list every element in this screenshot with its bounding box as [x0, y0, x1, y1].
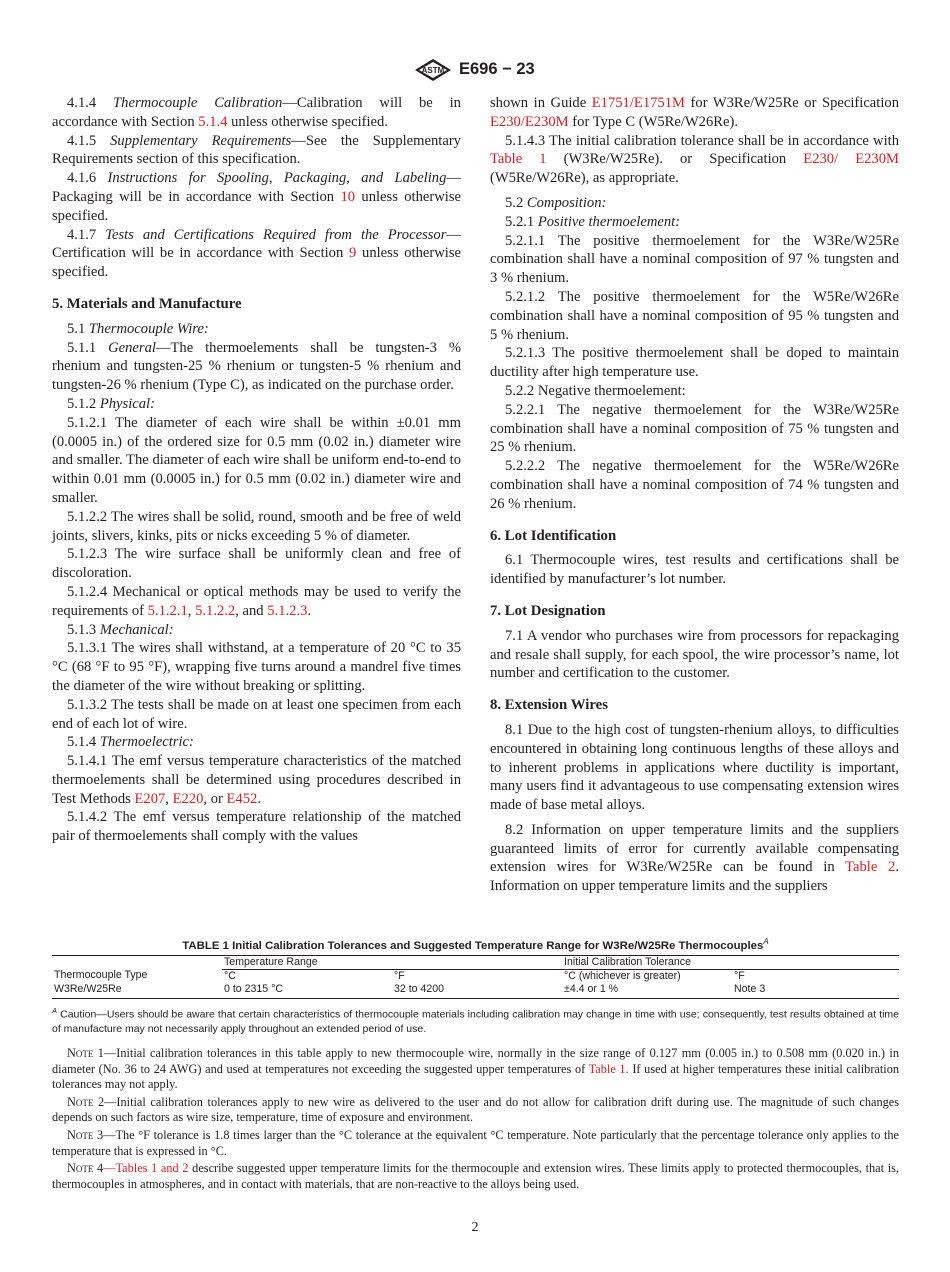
header-cell: °C [224, 969, 236, 982]
heading-section-7: 7. Lot Designation [490, 602, 606, 619]
section-8-2: 8.2 Information on upper temperature limits and the suppliers guaranteed limits of error for currently available compensating extension wires for W3Re/W25Re can be found in Table 2. Information on upper temperature limits and the suppliers [490, 821, 899, 895]
page-number: 2 [471, 1220, 479, 1235]
link-table-2[interactable]: Table 2 [845, 859, 896, 876]
section-5-1-2-1: 5.1.2.1 The diameter of each wire shall be within ±0.01 mm (0.0005 in.) of the ordered size for 0.5 mm (0.02 in.) diameter wire and smaller. The diameter of each wire shall be uniform end-to-end to within 0.01 mm (0.0005 in.) for 0.5 mm (0.02 in.) diameter wire and smaller. [52, 414, 461, 506]
section-5-2-1: 5.2.1 Positive thermoelement: [505, 213, 681, 230]
section-5-1-2-2: 5.1.2.2 The wires shall be solid, round, smooth and be free of weld joints, slivers, kinks, pits or nicks exceeding 5 % of diameter. [52, 508, 461, 544]
section-5-1-3-2: 5.1.3.2 The tests shall be made on at least one specimen from each end of each lot of wire. [52, 696, 461, 732]
section-4-1-4: 4.1.4 Thermocouple Calibration—Calibration will be in accordance with Section 5.1.4 unless otherwise specified. [52, 95, 461, 130]
section-5-2-1-3: 5.2.1.3 The positive thermoelement shall be doped to maintain ductility after high temperature use. [490, 345, 899, 381]
link-table-1[interactable]: Table 1 [490, 151, 547, 168]
link-5-1-2-2[interactable]: 5.1.2.2 [195, 602, 236, 619]
page-header [0, 58, 950, 82]
section-6-1: 6.1 Thermocouple wires, test results and certifications shall be identified by manufacturer’s lot number. [490, 552, 899, 588]
section-5-1-4: 5.1.4 Thermoelectric: [67, 734, 194, 751]
section-5-2-1-1: 5.2.1.1 The positive thermoelement for the W3Re/W25Re combination shall have a nominal composition of 97 % tungsten and 3 % rhenium. [490, 232, 899, 287]
link-e207[interactable]: E207 [134, 790, 166, 807]
link-5-1-4[interactable]: 5.1.4 [198, 113, 228, 130]
table-1 [52, 934, 899, 1037]
section-5-1-4-2: 5.1.4.2 The emf versus temperature relationship of the matched pair of thermoelements shall comply with the values [52, 809, 461, 845]
table-group-header-row [52, 955, 899, 969]
section-5-1-2-4: 5.1.2.4 Mechanical or optical methods may be used to verify the requirements of 5.1.2.1, 5.1.2.2, and 5.1.2.3. [52, 583, 461, 619]
table-notes [52, 1046, 899, 1194]
section-5-2-2: 5.2.2 Negative thermoelement: [505, 382, 686, 399]
heading-section-6: 6. Lot Identification [490, 527, 617, 544]
heading-section-5: 5. Materials and Manufacture [52, 295, 242, 312]
table-cell: 32 to 4200 [392, 983, 562, 999]
table-cell: ±4.4 or 1 % [562, 983, 732, 999]
note-2: Note 2—Initial calibration tolerances apply to new wire as delivered to the user and do not allow for calibration drift during use. The magnitude of such changes depends on such factors as wire size, temperature, time of exposure and environment. [52, 1094, 899, 1125]
header-cell: °F [734, 969, 745, 982]
note-3: Note 3—The °F tolerance is 1.8 times larger than the °C tolerance at the equivalent °C temperature. Note particularly that the percentage tolerance only applies to the temperature that is expressed in °C. [52, 1127, 899, 1158]
section-8-1: 8.1 Due to the high cost of tungsten-rhenium alloys, to difficulties encountered in obtaining long continuous lengths of these alloys and to inherent problems in applications where ductility is important, many users find it advantageous to use compensating extension wires made of base metal alloys. [490, 721, 899, 814]
section-4-1-5: 4.1.5 Supplementary Requirements—See the Supplementary Requirements section of this specification. [52, 132, 461, 168]
section-5-2-1-2: 5.2.1.2 The positive thermoelement for the W5Re/W26Re combination shall have a nominal composition of 95 % tungsten and 5 % rhenium. [490, 288, 899, 343]
section-5-1-2: 5.1.2 Physical: [67, 395, 155, 412]
link-e1751[interactable]: E1751/E1751M [591, 95, 685, 111]
link-tables-1-and-2[interactable]: —Tables 1 and 2 [103, 1161, 189, 1176]
section-5-1-4-1: 5.1.4.1 The emf versus temperature characteristics of the matched thermoelements shall be determined using procedures described in Test Methods E207, E220, or E452. [52, 753, 461, 807]
group-header-calibration-tolerance: Initial Calibration Tolerance [562, 955, 899, 969]
link-table-1-note[interactable]: Table 1 [588, 1061, 626, 1076]
section-5-2-2-2: 5.2.2.2 The negative thermoelement for the W5Re/W26Re combination shall have a nominal composition of 74 % tungsten and 26 % rhenium. [490, 458, 899, 512]
link-5-1-2-3[interactable]: 5.1.2.3 [267, 602, 308, 619]
link-e220[interactable]: E220 [172, 790, 204, 807]
astm-logo-icon [413, 58, 453, 82]
link-e452[interactable]: E452 [226, 790, 258, 807]
calibration-table [52, 955, 899, 999]
table-footnote: $^A$ Caution—Users should be aware that certain characteristics of thermocouple materials including calibration may change in time with use; consequently, test results obtained at time of manufacture may not necessarily apply throughout an extended period of use. [52, 1005, 899, 1036]
svg-text:ASTM: ASTM [421, 66, 445, 75]
table-cell: 0 to 2315 °C [222, 983, 392, 999]
section-5-1: 5.1 Thermocouple Wire: [67, 320, 209, 337]
section-4-1-7: 4.1.7 Tests and Certifications Required from the Processor—Certification will be in accordance with Section 9 unless otherwise specified. [52, 226, 461, 281]
section-5-1-4-3: 5.1.4.3 The initial calibration tolerance shall be in accordance with Table 1 (W3Re/W25Re). or Specification E230/ E230M (W5Re/W26Re), as appropriate. [490, 132, 900, 187]
header-cell: °C (whichever is greater) [564, 969, 681, 982]
section-5-2-2-1: 5.2.2.1 The negative thermoelement for the W3Re/W25Re combination shall have a nominal composition of 75 % tungsten and 25 % rhenium. [490, 401, 899, 456]
section-5-1-2-3: 5.1.2.3 The wire surface shall be uniformly clean and free of discoloration. [52, 546, 461, 582]
table-caption: TABLE 1 Initial Calibration Tolerances and Suggested Temperature Range for W3Re/W25Re Thermocouples$^A$ [182, 937, 769, 952]
left-column [52, 94, 461, 846]
section-5-1-1: 5.1.1 General—The thermoelements shall be tungsten-3 % rhenium and tungsten-25 % rhenium or tungsten-5 % rhenium and tungsten-26 % rhenium (Type C), as indicated on the purchase order. [52, 339, 461, 394]
table-cell: Note 3 [732, 983, 899, 999]
link-section-9[interactable]: 9 [349, 245, 357, 262]
section-5-2: 5.2 Composition: [505, 194, 607, 211]
table-row [52, 983, 899, 999]
link-section-10[interactable]: 10 [340, 188, 356, 205]
link-e230[interactable]: E230/E230M [490, 113, 569, 130]
document-designation: E696 − 23 [459, 60, 535, 78]
heading-section-8: 8. Extension Wires [490, 697, 608, 714]
link-5-1-2-1[interactable]: 5.1.2.1 [147, 602, 188, 619]
section-7-1: 7.1 A vendor who purchases wire from processors for repackaging and resale shall supply, for each spool, the wire processor’s name, lot number and certification to the customer. [490, 627, 899, 682]
section-4-1-6: 4.1.6 Instructions for Spooling, Packaging, and Labeling—Packaging will be in accordance with Section 10 unless otherwise specified. [52, 170, 461, 224]
note-1: Note 1—Initial calibration tolerances in this table apply to new thermocouple wire, normally in the size range of 0.127 mm (0.005 in.) to 0.508 mm (0.020 in.) in diameter (No. 36 to 24 AWG) and used at temperatures not exceeding the suggested upper temperatures of Table 1. If used at higher temperatures these initial calibration tolerances may not apply. [52, 1046, 899, 1092]
table-header-row [52, 969, 899, 983]
section-5-1-3-1: 5.1.3.1 The wires shall withstand, at a temperature of 20 °C to 35 °C (68 °F to 95 °F), wrapping five turns around a mandrel five times the diameter of the wire without breaking or splitting. [52, 640, 461, 694]
header-cell: °F [394, 969, 405, 982]
note-4: Note 4—Tables 1 and 2 describe suggested upper temperature limits for the thermocouple and extension wires. These limits apply to protected thermocouples, that is, thermocouples in atmospheres, and in contact with materials, that are non-reactive to the alloys being used. [52, 1161, 900, 1191]
section-5-1-4-2-continued: shown in Guide E1751/E1751M for W3Re/W25Re or Specification E230/E230M for Type C (W5Re/W26Re). [490, 95, 899, 130]
right-column [490, 94, 899, 896]
group-header-temperature-range: Temperature Range [222, 955, 562, 969]
link-e230-b[interactable]: E230/ E230M [803, 151, 900, 168]
header-cell: Thermocouple Type [54, 969, 148, 982]
section-5-1-3: 5.1.3 Mechanical: [67, 621, 174, 638]
table-cell: W3Re/W25Re [52, 983, 222, 999]
